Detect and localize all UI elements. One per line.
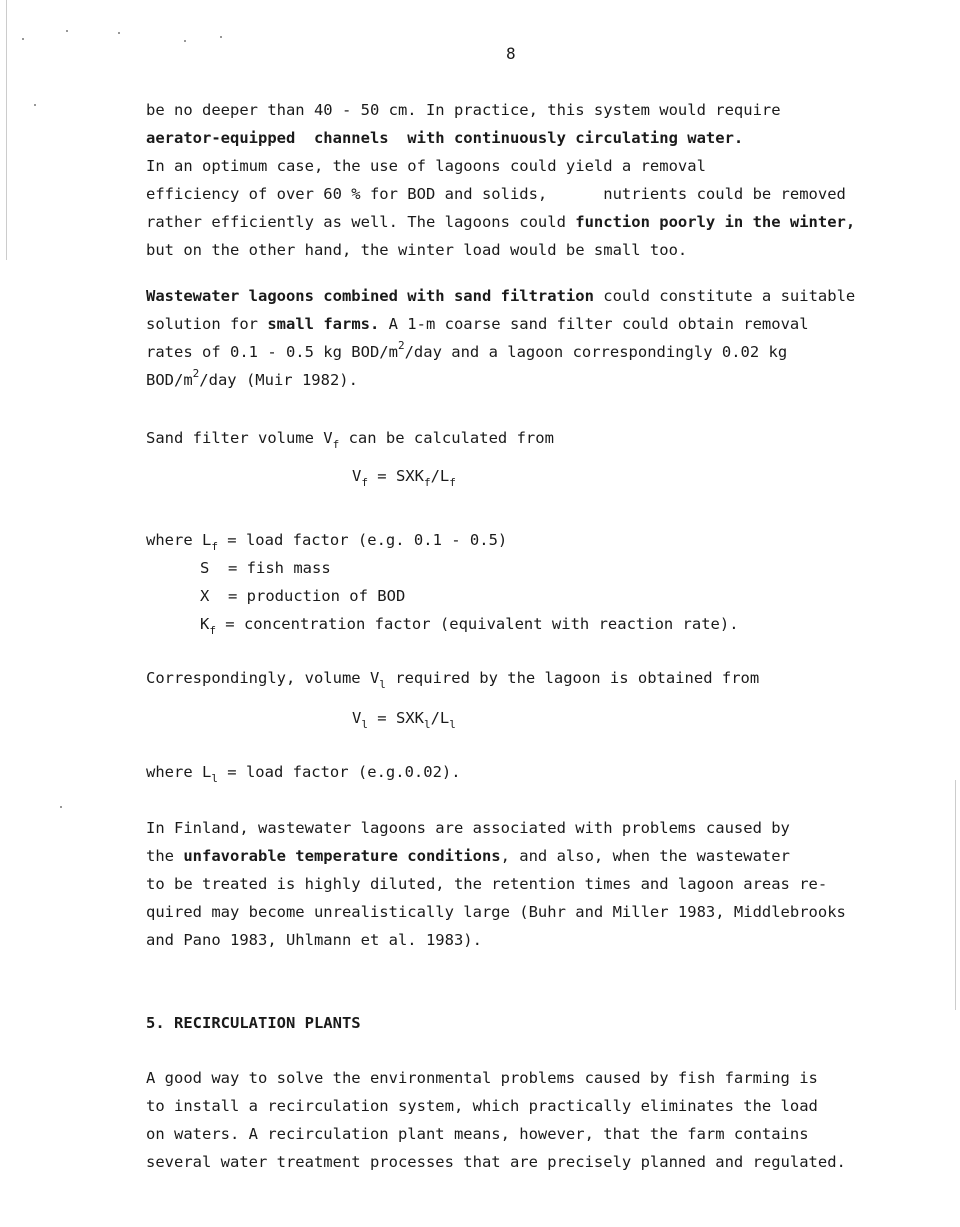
para1-line-6: but on the other hand, the winter load would be small too.	[146, 241, 688, 259]
para1-line-3: In an optimum case, the use of lagoons could yield a removal	[146, 157, 706, 175]
para2-line-4	[146, 367, 358, 392]
para3-line-2-a: the	[146, 847, 184, 865]
lagoon-intro-a: Correspondingly, volume V	[146, 669, 380, 687]
para3-line-2-rest: , and also, when the wastewater	[500, 847, 790, 865]
para3-bold: unfavorable temperature conditions	[183, 847, 501, 865]
para1-line-1: be no deeper than 40 - 50 cm. In practice, this system would require	[146, 101, 781, 119]
scan-speck	[66, 30, 68, 32]
para1-line-5	[146, 212, 855, 232]
eq-v: V	[352, 709, 362, 727]
eq-l: /L	[430, 467, 450, 485]
scan-speck	[34, 104, 36, 106]
para1-line-4: efficiency of over 60 % for BOD and solids, nutrients could be removed	[146, 185, 846, 203]
s-definition: S = fish mass	[200, 559, 331, 577]
eq-sub: l	[423, 718, 431, 731]
para1-line-5-text: rather efficiently as well. The lagoons could	[146, 213, 576, 231]
para3-line-3: to be treated is highly diluted, the retention times and lagoon areas re-	[146, 875, 828, 893]
scan-speck	[118, 32, 120, 34]
eq-mid: = SXK	[367, 467, 424, 485]
para2-bold-lead: Wastewater lagoons combined with sand filtration	[146, 287, 594, 305]
k-definition	[200, 614, 739, 636]
sand-intro-a: Sand filter volume V	[146, 429, 333, 447]
page-number: 8	[506, 44, 516, 63]
para2-line-4-a: BOD/m	[146, 371, 193, 389]
para2-line-3-b: /day and a lagoon correspondingly 0.02 kg	[404, 343, 788, 361]
sand-intro	[146, 428, 554, 450]
sand-intro-rest: can be calculated from	[339, 429, 554, 447]
lagoon-intro-b: required by the lagoon is obtained from	[385, 669, 760, 687]
scan-edge	[6, 0, 7, 260]
k-a: K	[200, 615, 210, 633]
para2-line-2-rest: A 1-m coarse sand filter could obtain removal	[379, 315, 809, 333]
sand-intro-sub: f	[332, 438, 340, 451]
para2-line-3	[146, 339, 788, 364]
eq-sub: l	[449, 718, 456, 731]
eq-sub: f	[361, 476, 368, 489]
scan-speck	[22, 38, 24, 40]
where-b: = load factor (e.g.0.02).	[217, 763, 461, 781]
lagoon-intro-sub: l	[379, 678, 386, 691]
para4-line-3: on waters. A recirculation plant means, however, that the farm contains	[146, 1125, 809, 1143]
eq-mid: = SXK	[367, 709, 424, 727]
lagoon-intro	[146, 668, 759, 690]
sand-where-line	[146, 530, 507, 552]
scan-edge	[955, 780, 956, 1010]
scan-speck	[60, 806, 62, 808]
scan-speck	[184, 40, 186, 42]
para3-line-2	[146, 846, 790, 866]
para1-line-5-bold: function poorly in the winter,	[575, 213, 856, 231]
where-b: = load factor (e.g. 0.1 - 0.5)	[217, 531, 508, 549]
where-a: where L	[146, 763, 212, 781]
where-sub: l	[211, 772, 218, 785]
para3-line-4: quired may become unrealistically large (Buhr and Miller 1983, Middlebrooks	[146, 903, 846, 921]
eq-sub: f	[423, 476, 431, 489]
eq-l: /L	[430, 709, 450, 727]
x-definition: X = production of BOD	[200, 587, 406, 605]
lagoon-where-line	[146, 762, 461, 784]
eq-sub: l	[361, 718, 368, 731]
para4-line-4: several water treatment processes that are precisely planned and regulated.	[146, 1153, 846, 1171]
para2-line-1	[146, 286, 855, 306]
section-heading: 5. RECIRCULATION PLANTS	[146, 1014, 361, 1032]
para2-line-2	[146, 314, 809, 334]
sand-equation	[352, 466, 456, 488]
para3-line-1: In Finland, wastewater lagoons are associated with problems caused by	[146, 819, 790, 837]
para4-line-2: to install a recirculation system, which practically eliminates the load	[146, 1097, 818, 1115]
para4-line-1: A good way to solve the environmental problems caused by fish farming is	[146, 1069, 818, 1087]
eq-sub: f	[449, 476, 456, 489]
eq-v: V	[352, 467, 362, 485]
para2-line-2-a: solution for	[146, 315, 268, 333]
para2-line-3-a: rates of 0.1 - 0.5 kg BOD/m	[146, 343, 398, 361]
k-sub: f	[209, 624, 216, 637]
para2-line-3-sup: 2	[397, 339, 405, 352]
k-b: = concentration factor (equivalent with reaction rate).	[215, 615, 739, 633]
para2-small-farms: small farms.	[267, 315, 380, 333]
where-sub: f	[211, 540, 218, 553]
where-a: where L	[146, 531, 212, 549]
para3-line-5: and Pano 1983, Uhlmann et al. 1983).	[146, 931, 482, 949]
para1-line-2: aerator-equipped channels with continuously circulating water.	[146, 129, 744, 147]
para2-line-4-b: /day (Muir 1982).	[199, 371, 358, 389]
scan-speck	[220, 36, 222, 38]
para2-line-4-sup: 2	[192, 367, 200, 380]
para2-line-1-rest: could constitute a suitable	[593, 287, 856, 305]
lagoon-equation	[352, 708, 456, 730]
